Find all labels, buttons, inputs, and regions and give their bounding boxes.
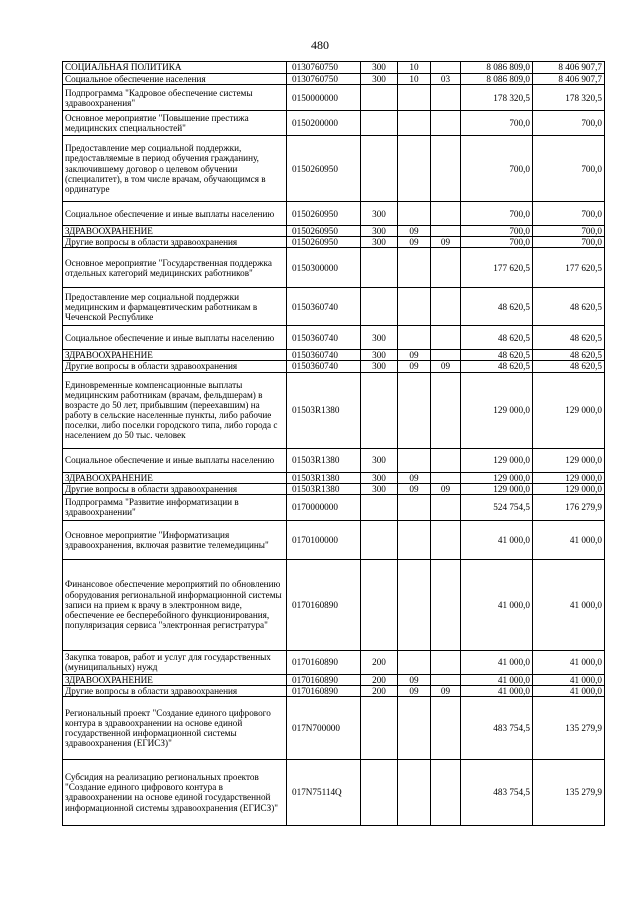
row-name-cell: ЗДРАВООХРАНЕНИЕ <box>63 226 287 237</box>
table-row <box>63 372 605 448</box>
table-row <box>63 111 605 136</box>
row-pr-cell <box>431 472 461 483</box>
row-pr-cell <box>431 111 461 136</box>
row-name-cell: Социальное обеспечение населения <box>63 74 287 85</box>
row-rz-cell <box>398 111 431 136</box>
row-sum1-cell: 129 000,0 <box>461 472 533 483</box>
row-name-cell: Другие вопросы в области здравоохранения <box>63 361 287 372</box>
row-sum2-cell: 48 620,5 <box>533 361 605 372</box>
row-vr-cell: 300 <box>361 483 398 494</box>
row-sum1-cell: 700,0 <box>461 136 533 202</box>
row-sum1-cell: 129 000,0 <box>461 372 533 448</box>
row-vr-cell <box>361 494 398 520</box>
row-name-cell: Основное мероприятие "Государственная поддержка отдельных категорий медицинских работников" <box>63 248 287 288</box>
row-name-cell: Другие вопросы в области здравоохранения <box>63 237 287 248</box>
row-name-cell: Финансовое обеспечение мероприятий по обновлению оборудования региональной информационной системы записи на прием к врачу в электронном виде, обеспечение ее бесперебойного функционирования, популяризация сервиса "электронная регистратура" <box>63 559 287 650</box>
row-rz-cell <box>398 326 431 350</box>
row-code-cell: 0150360740 <box>287 350 361 361</box>
row-sum1-cell: 178 320,5 <box>461 85 533 111</box>
row-pr-cell: 09 <box>431 361 461 372</box>
row-sum2-cell: 700,0 <box>533 202 605 226</box>
row-rz-cell <box>398 372 431 448</box>
row-code-cell: 0170000000 <box>287 494 361 520</box>
row-name-cell: Социальное обеспечение и иные выплаты населению <box>63 448 287 472</box>
row-code-cell: 01503R1380 <box>287 483 361 494</box>
table-row <box>63 248 605 288</box>
row-code-cell: 0170160890 <box>287 674 361 685</box>
row-name-cell: ЗДРАВООХРАНЕНИЕ <box>63 472 287 483</box>
row-code-cell: 0170160890 <box>287 685 361 696</box>
row-pr-cell <box>431 288 461 326</box>
row-name-cell: ЗДРАВООХРАНЕНИЕ <box>63 350 287 361</box>
row-rz-cell <box>398 494 431 520</box>
row-vr-cell: 300 <box>361 202 398 226</box>
row-sum2-cell: 135 279,9 <box>533 759 605 825</box>
row-rz-cell: 09 <box>398 350 431 361</box>
row-sum1-cell: 48 620,5 <box>461 350 533 361</box>
row-sum1-cell: 129 000,0 <box>461 483 533 494</box>
row-rz-cell: 09 <box>398 674 431 685</box>
row-sum1-cell: 41 000,0 <box>461 520 533 559</box>
row-vr-cell: 300 <box>361 448 398 472</box>
row-pr-cell <box>431 62 461 74</box>
row-rz-cell <box>398 85 431 111</box>
row-sum2-cell: 48 620,5 <box>533 350 605 361</box>
row-pr-cell <box>431 372 461 448</box>
row-sum1-cell: 129 000,0 <box>461 448 533 472</box>
row-sum2-cell: 129 000,0 <box>533 448 605 472</box>
table-row <box>63 350 605 361</box>
row-code-cell: 0130760750 <box>287 74 361 85</box>
row-pr-cell <box>431 248 461 288</box>
row-sum2-cell: 8 406 907,7 <box>533 74 605 85</box>
row-sum2-cell: 41 000,0 <box>533 520 605 559</box>
row-vr-cell: 300 <box>361 326 398 350</box>
row-sum1-cell: 41 000,0 <box>461 685 533 696</box>
row-name-cell: Другие вопросы в области здравоохранения <box>63 483 287 494</box>
row-name-cell: СОЦИАЛЬНАЯ ПОЛИТИКА <box>63 62 287 74</box>
table-row <box>63 237 605 248</box>
row-rz-cell: 10 <box>398 62 431 74</box>
row-code-cell: 0150260950 <box>287 136 361 202</box>
row-sum2-cell: 135 279,9 <box>533 696 605 759</box>
row-rz-cell <box>398 650 431 674</box>
row-vr-cell: 300 <box>361 350 398 361</box>
row-code-cell: 0150260950 <box>287 202 361 226</box>
row-pr-cell: 03 <box>431 74 461 85</box>
row-sum1-cell: 524 754,5 <box>461 494 533 520</box>
row-vr-cell <box>361 559 398 650</box>
row-pr-cell: 09 <box>431 685 461 696</box>
row-vr-cell <box>361 248 398 288</box>
row-sum2-cell: 8 406 907,7 <box>533 62 605 74</box>
row-sum2-cell: 41 000,0 <box>533 559 605 650</box>
row-rz-cell <box>398 248 431 288</box>
row-rz-cell <box>398 288 431 326</box>
row-vr-cell: 200 <box>361 685 398 696</box>
row-sum1-cell: 8 086 809,0 <box>461 74 533 85</box>
table-row <box>63 288 605 326</box>
table-row <box>63 448 605 472</box>
row-sum2-cell: 41 000,0 <box>533 674 605 685</box>
row-sum1-cell: 8 086 809,0 <box>461 62 533 74</box>
row-pr-cell <box>431 759 461 825</box>
row-sum2-cell: 700,0 <box>533 226 605 237</box>
row-code-cell: 0170160890 <box>287 650 361 674</box>
row-vr-cell: 200 <box>361 650 398 674</box>
row-sum2-cell: 700,0 <box>533 237 605 248</box>
table-row <box>63 483 605 494</box>
row-sum1-cell: 483 754,5 <box>461 696 533 759</box>
table-row <box>63 759 605 825</box>
row-code-cell: 0150360740 <box>287 326 361 350</box>
row-pr-cell <box>431 85 461 111</box>
row-sum2-cell: 48 620,5 <box>533 288 605 326</box>
table-row <box>63 361 605 372</box>
row-name-cell: Основное мероприятие "Повышение престижа медицинских специальностей" <box>63 111 287 136</box>
row-vr-cell: 200 <box>361 674 398 685</box>
row-code-cell: 01503R1380 <box>287 472 361 483</box>
row-sum1-cell: 41 000,0 <box>461 650 533 674</box>
row-name-cell: Предоставление мер социальной поддержки, предоставляемые в период обучения гражданину, заключившему договор о целевом обучении (специалитет), в том числе врачам, обучающимся в ординатуре <box>63 136 287 202</box>
row-vr-cell: 300 <box>361 62 398 74</box>
row-code-cell: 0150260950 <box>287 226 361 237</box>
row-code-cell: 01503R1380 <box>287 372 361 448</box>
row-vr-cell <box>361 111 398 136</box>
row-name-cell: Единовременные компенсационные выплаты медицинским работникам (врачам, фельдшерам) в возрасте до 50 лет, прибывшим (переехавшим) на работу в сельские населенные пункты, либо рабочие поселки, либо поселки городского типа, либо города с населением до 50 тыс. человек <box>63 372 287 448</box>
row-rz-cell <box>398 559 431 650</box>
row-code-cell: 0150360740 <box>287 361 361 372</box>
row-vr-cell: 300 <box>361 361 398 372</box>
row-pr-cell <box>431 559 461 650</box>
row-sum2-cell: 41 000,0 <box>533 685 605 696</box>
row-code-cell: 0150260950 <box>287 237 361 248</box>
row-pr-cell <box>431 136 461 202</box>
row-name-cell: Другие вопросы в области здравоохранения <box>63 685 287 696</box>
row-vr-cell: 300 <box>361 74 398 85</box>
row-rz-cell <box>398 696 431 759</box>
row-pr-cell <box>431 520 461 559</box>
row-sum2-cell: 129 000,0 <box>533 372 605 448</box>
row-pr-cell: 09 <box>431 237 461 248</box>
row-pr-cell <box>431 448 461 472</box>
row-sum2-cell: 700,0 <box>533 111 605 136</box>
row-name-cell: Предоставление мер социальной поддержки медицинским и фармацевтическим работникам в Чеченской Республике <box>63 288 287 326</box>
table-row <box>63 74 605 85</box>
row-pr-cell <box>431 326 461 350</box>
row-name-cell: Подпрограмма "Развитие информатизации в здравоохранении" <box>63 494 287 520</box>
row-vr-cell <box>361 696 398 759</box>
row-sum1-cell: 700,0 <box>461 237 533 248</box>
row-rz-cell <box>398 202 431 226</box>
row-sum1-cell: 700,0 <box>461 202 533 226</box>
row-pr-cell <box>431 674 461 685</box>
row-name-cell: Основное мероприятие "Информатизация здравоохранения, включая развитие телемедицины" <box>63 520 287 559</box>
table-row <box>63 650 605 674</box>
row-name-cell: Подпрограмма "Кадровое обеспечение системы здравоохранения" <box>63 85 287 111</box>
row-code-cell: 0150000000 <box>287 85 361 111</box>
row-sum1-cell: 48 620,5 <box>461 288 533 326</box>
row-vr-cell: 300 <box>361 226 398 237</box>
row-rz-cell <box>398 759 431 825</box>
row-name-cell: Субсидия на реализацию региональных проектов "Создание единого цифрового контура в здравоохранении на основе единой государственной информационной системы здравоохранения (ЕГИСЗ)" <box>63 759 287 825</box>
row-pr-cell <box>431 350 461 361</box>
row-rz-cell: 09 <box>398 226 431 237</box>
row-code-cell: 0150300000 <box>287 248 361 288</box>
table-row <box>63 674 605 685</box>
row-rz-cell <box>398 520 431 559</box>
page-number: 480 <box>311 38 329 52</box>
row-pr-cell <box>431 650 461 674</box>
table-row <box>63 494 605 520</box>
row-vr-cell <box>361 520 398 559</box>
row-rz-cell: 09 <box>398 361 431 372</box>
row-sum1-cell: 177 620,5 <box>461 248 533 288</box>
table-row <box>63 326 605 350</box>
table-row <box>63 136 605 202</box>
row-name-cell: ЗДРАВООХРАНЕНИЕ <box>63 674 287 685</box>
table-row <box>63 685 605 696</box>
row-code-cell: 0170100000 <box>287 520 361 559</box>
row-rz-cell: 09 <box>398 237 431 248</box>
row-rz-cell <box>398 136 431 202</box>
row-name-cell: Социальное обеспечение и иные выплаты населению <box>63 326 287 350</box>
row-sum1-cell: 700,0 <box>461 226 533 237</box>
table-row <box>63 520 605 559</box>
row-sum2-cell: 178 320,5 <box>533 85 605 111</box>
budget-table-body <box>63 62 605 826</box>
row-code-cell: 017N700000 <box>287 696 361 759</box>
budget-table <box>62 61 605 826</box>
row-sum1-cell: 41 000,0 <box>461 674 533 685</box>
row-sum1-cell: 483 754,5 <box>461 759 533 825</box>
table-row <box>63 559 605 650</box>
row-pr-cell <box>431 696 461 759</box>
row-vr-cell <box>361 85 398 111</box>
row-vr-cell: 300 <box>361 472 398 483</box>
row-pr-cell <box>431 226 461 237</box>
row-vr-cell <box>361 288 398 326</box>
row-code-cell: 0130760750 <box>287 62 361 74</box>
row-sum2-cell: 48 620,5 <box>533 326 605 350</box>
row-rz-cell: 09 <box>398 472 431 483</box>
row-sum2-cell: 129 000,0 <box>533 483 605 494</box>
row-code-cell: 0150360740 <box>287 288 361 326</box>
row-rz-cell: 09 <box>398 483 431 494</box>
row-rz-cell: 10 <box>398 74 431 85</box>
table-row <box>63 202 605 226</box>
table-row <box>63 62 605 74</box>
row-code-cell: 01503R1380 <box>287 448 361 472</box>
row-code-cell: 017N75114Q <box>287 759 361 825</box>
row-name-cell: Закупка товаров, работ и услуг для государственных (муниципальных) нужд <box>63 650 287 674</box>
row-sum1-cell: 700,0 <box>461 111 533 136</box>
row-vr-cell <box>361 372 398 448</box>
row-sum2-cell: 176 279,9 <box>533 494 605 520</box>
row-name-cell: Региональный проект "Создание единого цифрового контура в здравоохранении на основе единой государственной информационной системы здравоохранения (ЕГИСЗ)" <box>63 696 287 759</box>
row-code-cell: 0170160890 <box>287 559 361 650</box>
row-name-cell: Социальное обеспечение и иные выплаты населению <box>63 202 287 226</box>
row-sum1-cell: 41 000,0 <box>461 559 533 650</box>
row-rz-cell <box>398 448 431 472</box>
row-sum2-cell: 129 000,0 <box>533 472 605 483</box>
row-vr-cell <box>361 136 398 202</box>
table-row <box>63 472 605 483</box>
row-sum2-cell: 41 000,0 <box>533 650 605 674</box>
table-row <box>63 85 605 111</box>
row-vr-cell <box>361 759 398 825</box>
row-sum2-cell: 177 620,5 <box>533 248 605 288</box>
row-pr-cell <box>431 202 461 226</box>
row-sum1-cell: 48 620,5 <box>461 361 533 372</box>
row-vr-cell: 300 <box>361 237 398 248</box>
row-sum1-cell: 48 620,5 <box>461 326 533 350</box>
row-pr-cell <box>431 494 461 520</box>
table-row <box>63 696 605 759</box>
row-sum2-cell: 700,0 <box>533 136 605 202</box>
row-code-cell: 0150200000 <box>287 111 361 136</box>
row-rz-cell: 09 <box>398 685 431 696</box>
table-row <box>63 226 605 237</box>
row-pr-cell: 09 <box>431 483 461 494</box>
